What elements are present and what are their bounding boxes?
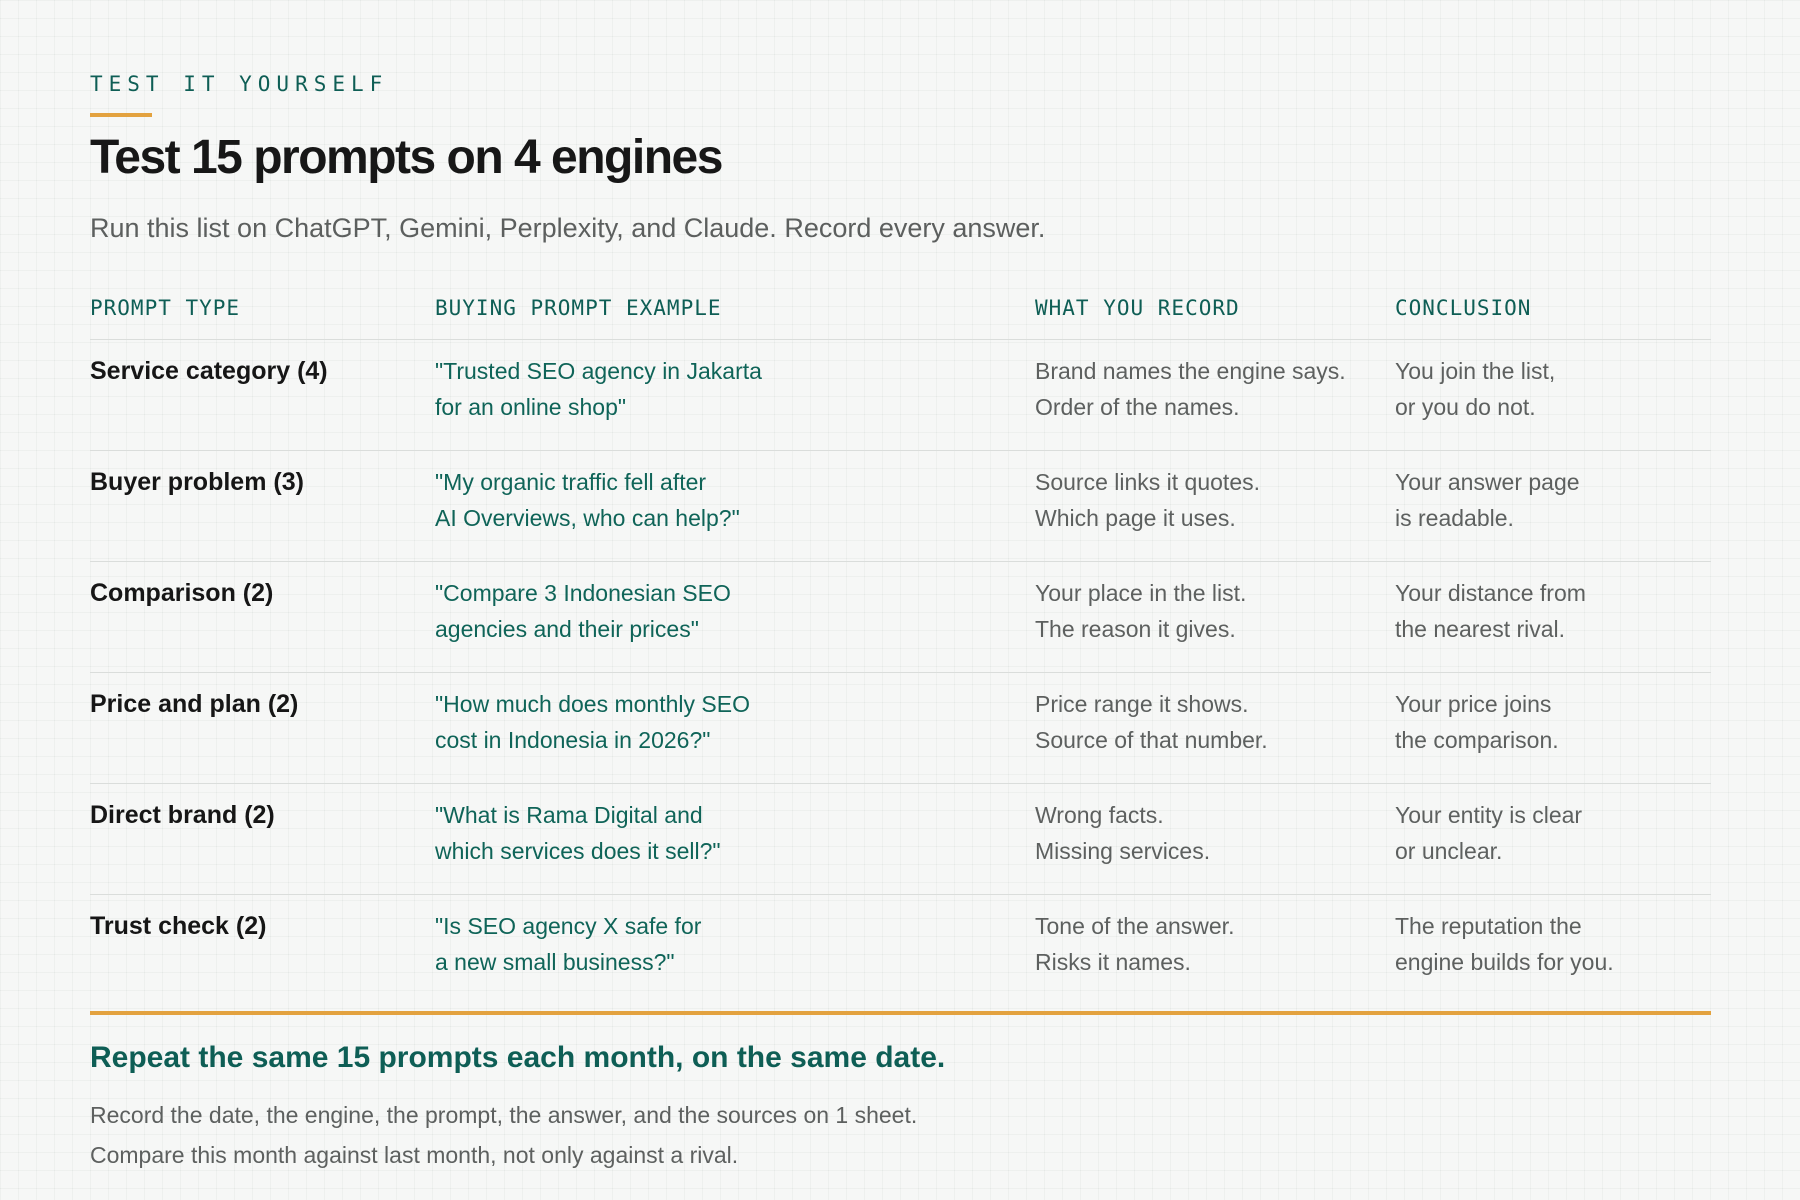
callout-heading: Repeat the same 15 prompts each month, on the same date.	[90, 1041, 946, 1074]
eyebrow-underline	[90, 113, 152, 117]
prompt-type-cell: Buyer problem (3)	[90, 468, 304, 496]
prompt-type-cell: Comparison (2)	[90, 579, 274, 607]
instruction-text-line-1: Record the date, the engine, the prompt, the answer, and the sources on 1 sheet.	[90, 1102, 918, 1128]
table-row	[90, 784, 1711, 895]
table-header	[90, 296, 1711, 340]
table-row	[90, 673, 1711, 784]
prompt-type-cell: Service category (4)	[90, 357, 328, 385]
prompt-example-cell: "Compare 3 Indonesian SEO agencies and their prices"	[435, 580, 731, 642]
conclusion-cell: The reputation the engine builds for you.	[1395, 913, 1614, 975]
column-header-buying-prompt-example: BUYING PROMPT EXAMPLE	[435, 296, 722, 320]
conclusion-cell: Your entity is clear or unclear.	[1395, 802, 1583, 864]
record-cell: Your place in the list. The reason it gives.	[1035, 580, 1247, 642]
record-cell: Source links it quotes. Which page it uses.	[1035, 469, 1261, 531]
prompt-example-cell: "What is Rama Digital and which services does it sell?"	[435, 802, 721, 864]
record-cell: Wrong facts. Missing services.	[1035, 802, 1211, 864]
record-cell: Brand names the engine says. Order of the names.	[1035, 358, 1346, 420]
record-cell: Price range it shows. Source of that number.	[1035, 691, 1268, 753]
section-divider	[90, 1011, 1711, 1015]
column-header-conclusion: CONCLUSION	[1395, 296, 1532, 320]
prompt-table	[90, 296, 1711, 1011]
instruction-text-line-2: Compare this month against last month, not only against a rival.	[90, 1142, 739, 1168]
prompt-type-cell: Direct brand (2)	[90, 801, 275, 829]
prompt-example-cell: "My organic traffic fell after AI Overviews, who can help?"	[435, 469, 740, 531]
column-header-what-you-record: WHAT YOU RECORD	[1035, 296, 1240, 320]
conclusion-cell: Your distance from the nearest rival.	[1395, 580, 1586, 642]
conclusion-cell: Your answer page is readable.	[1395, 469, 1580, 531]
table-row	[90, 340, 1711, 451]
table-row	[90, 451, 1711, 562]
eyebrow-label: TEST IT YOURSELF	[90, 72, 389, 96]
table-row	[90, 562, 1711, 673]
page-subtitle: Run this list on ChatGPT, Gemini, Perplexity, and Claude. Record every answer.	[90, 213, 1046, 243]
conclusion-cell: You join the list, or you do not.	[1395, 358, 1556, 420]
table-row	[90, 895, 1711, 1011]
prompt-example-cell: "Trusted SEO agency in Jakarta for an online shop"	[435, 358, 762, 420]
prompt-type-cell: Trust check (2)	[90, 912, 267, 940]
prompt-type-cell: Price and plan (2)	[90, 690, 299, 718]
prompt-example-cell: "Is SEO agency X safe for a new small business?"	[435, 913, 702, 975]
record-cell: Tone of the answer. Risks it names.	[1035, 913, 1235, 975]
prompt-example-cell: "How much does monthly SEO cost in Indonesia in 2026?"	[435, 691, 750, 753]
page-title: Test 15 prompts on 4 engines	[90, 131, 722, 184]
conclusion-cell: Your price joins the comparison.	[1395, 691, 1559, 753]
column-header-prompt-type: PROMPT TYPE	[90, 296, 241, 320]
